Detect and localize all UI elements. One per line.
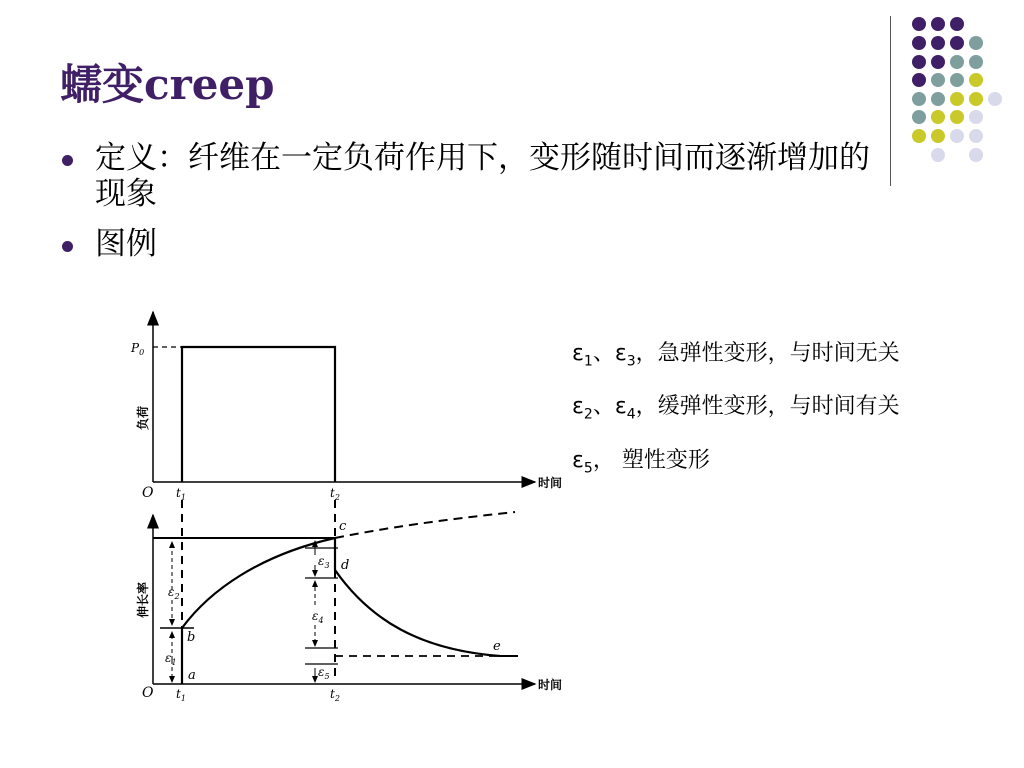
load-step-curve bbox=[182, 347, 335, 482]
origin-label-top: O bbox=[142, 485, 154, 501]
strain-plot bbox=[135, 512, 562, 703]
point-e-label: e bbox=[493, 639, 501, 654]
epsilon-symbol: ε bbox=[572, 341, 584, 366]
bullet-text: 定义：纤维在一定负荷作用下，变形随时间而逐渐增加的现象 bbox=[95, 140, 870, 212]
separator: 、 bbox=[592, 341, 615, 366]
epsilon-symbol: ε bbox=[572, 447, 584, 473]
epsilon-subscript: 1 bbox=[583, 353, 593, 370]
eps3-label: $\varepsilon_3$ bbox=[318, 554, 330, 570]
strain-axis-label: 伸长率 bbox=[136, 581, 150, 619]
epsilon-subscript: 5 bbox=[583, 460, 593, 477]
note-text: ， 塑性变形 bbox=[592, 447, 710, 473]
load-axis-label: 负荷 bbox=[136, 405, 150, 431]
time-axis-label-top: 时间 bbox=[538, 476, 563, 490]
point-b-label: b bbox=[187, 630, 196, 645]
p0-label: $P_0$ bbox=[131, 341, 145, 357]
epsilon-subscript: 2 bbox=[583, 406, 593, 423]
point-d-label: d bbox=[341, 558, 350, 573]
t2-label-bottom: $t_2$ bbox=[330, 687, 340, 703]
epsilon-subscript: 4 bbox=[626, 406, 636, 423]
epsilon-symbol: ε bbox=[614, 341, 627, 366]
note-text: ，急弹性变形，与时间无关 bbox=[635, 341, 900, 366]
creep-extension-dashed bbox=[335, 512, 515, 538]
load-plot bbox=[130, 312, 562, 502]
separator: 、 bbox=[592, 394, 615, 420]
bullet-text: 图例 bbox=[95, 226, 157, 262]
epsilon-subscript: 3 bbox=[626, 353, 636, 370]
eps1-label: $\varepsilon_1$ bbox=[165, 651, 177, 667]
eps5-label: $\varepsilon_5$ bbox=[318, 665, 330, 681]
epsilon-symbol: ε bbox=[572, 394, 584, 420]
note-text: ，缓弹性变形，与时间有关 bbox=[635, 394, 900, 420]
epsilon-symbol: ε bbox=[614, 394, 627, 420]
point-c-label: c bbox=[339, 519, 347, 534]
recovery-curve-de bbox=[335, 570, 500, 656]
eps4-label: $\varepsilon_4$ bbox=[312, 609, 324, 625]
t2-label-top: $t_2$ bbox=[330, 486, 340, 502]
t1-label-top: $t_1$ bbox=[176, 486, 186, 502]
time-axis-label-bottom: 时间 bbox=[538, 678, 563, 692]
origin-label-bottom: O bbox=[142, 685, 154, 701]
slide-title: 蠕变creep bbox=[60, 60, 275, 109]
point-a-label: a bbox=[188, 668, 196, 683]
eps2-label: $\varepsilon_2$ bbox=[168, 585, 180, 601]
t1-label-bottom: $t_1$ bbox=[176, 687, 186, 703]
